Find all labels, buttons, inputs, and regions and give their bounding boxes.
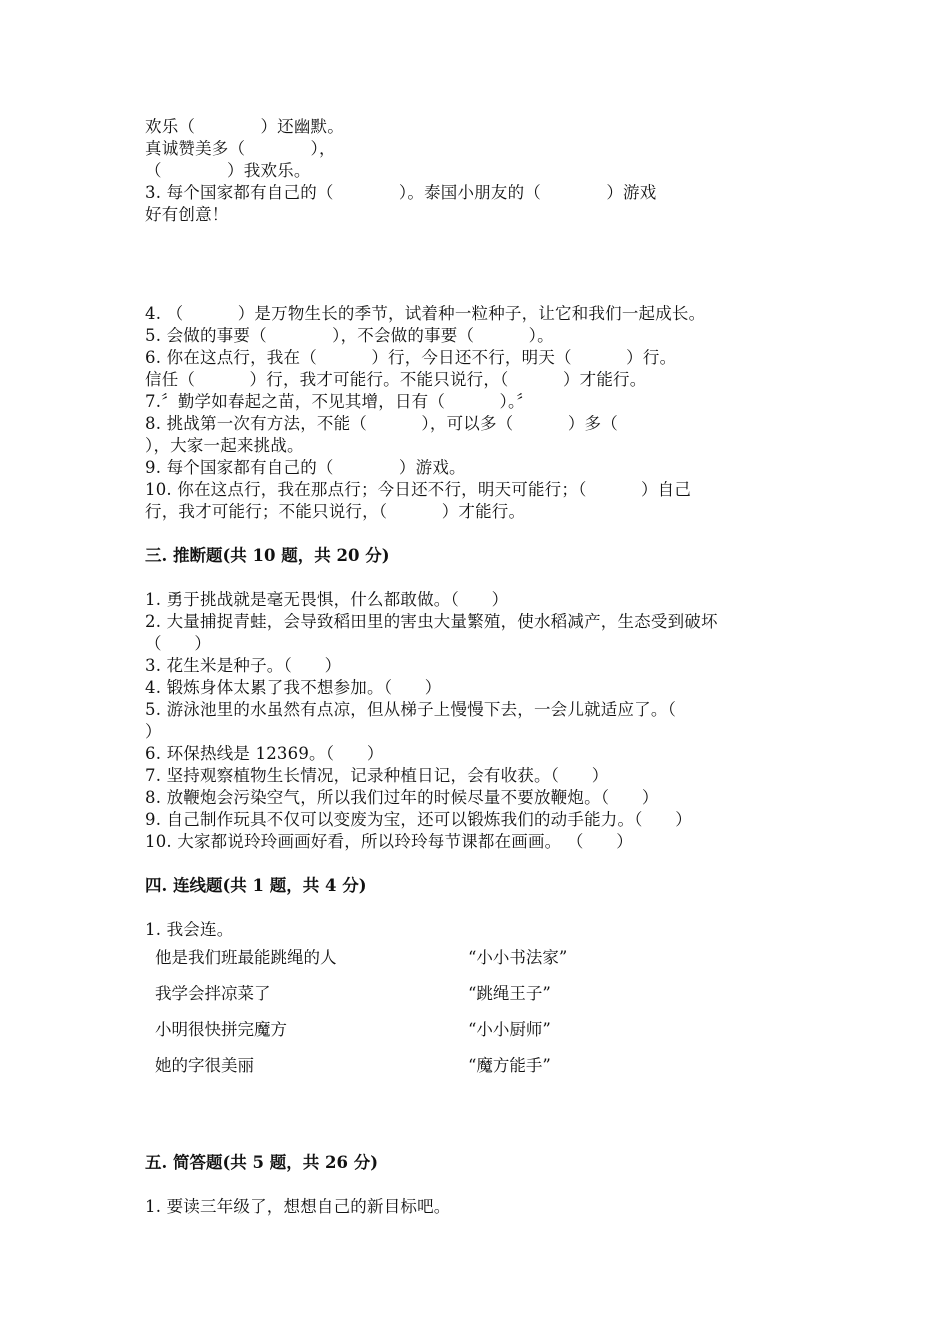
fill-question-7: 7.〞勤学如春起之苗，不见其增，日有（ ）。〞: [145, 392, 534, 411]
match-left-item-3: 小明很快拼完魔方: [155, 1020, 287, 1039]
match-right-item-2: “跳绳王子”: [468, 984, 551, 1003]
judge-item-6: 6. 环保热线是 12369。（ ）: [145, 744, 384, 763]
judge-item-4: 4. 锻炼身体太累了我不想参加。（ ）: [145, 678, 442, 697]
match-left-item-2: 我学会拌凉菜了: [155, 984, 271, 1003]
fill-line-3: （ ）我欢乐。: [145, 161, 311, 180]
fill-question-5: 5. 会做的事要（ ），不会做的事要（ ）。: [145, 326, 554, 345]
fill-question-10-cont: 行，我才可能行；不能只说行，（ ）才能行。: [145, 502, 526, 521]
match-left-item-1: 他是我们班最能跳绳的人: [155, 948, 337, 967]
judge-item-7: 7. 坚持观察植物生长情况，记录种植日记，会有收获。（ ）: [145, 766, 609, 785]
judge-item-5-cont: ）: [145, 722, 162, 741]
fill-line-5: 好有创意！: [145, 205, 229, 224]
match-question: 1. 我会连。: [145, 920, 234, 939]
section-5-title: 五. 简答题(共 5 题，共 26 分): [145, 1153, 379, 1172]
judge-item-5: 5. 游泳池里的水虽然有点凉，但从梯子上慢慢下去，一会儿就适应了。（: [145, 700, 677, 719]
section-3-title: 三. 推断题(共 10 题，共 20 分): [145, 546, 390, 565]
match-right-item-4: “魔方能手”: [468, 1056, 551, 1075]
fill-line-2: 真诚赞美多（ ），: [145, 139, 336, 158]
judge-item-3: 3. 花生米是种子。（ ）: [145, 656, 342, 675]
judge-item-2: 2. 大量捕捉青蛙，会导致稻田里的害虫大量繁殖，使水稻减产，生态受到破坏: [145, 612, 718, 631]
fill-question-6-cont: 信任（ ）行，我才可能行。不能只说行，（ ）才能行。: [145, 370, 647, 389]
judge-item-8: 8. 放鞭炮会污染空气，所以我们过年的时候尽量不要放鞭炮。（ ）: [145, 788, 659, 807]
judge-item-2-cont: （ ）: [145, 634, 212, 653]
match-right-item-3: “小小厨师”: [468, 1020, 551, 1039]
section-4-title: 四. 连线题(共 1 题，共 4 分): [145, 876, 367, 895]
short-answer-question-1: 1. 要读三年级了，想想自己的新目标吧。: [145, 1197, 451, 1216]
match-left-item-4: 她的字很美丽: [155, 1056, 254, 1075]
match-right-item-1: “小小书法家”: [468, 948, 568, 967]
fill-line-1: 欢乐（ ）还幽默。: [145, 117, 344, 136]
fill-line-4: 3. 每个国家都有自己的（ ）。泰国小朋友的（ ）游戏: [145, 183, 657, 202]
fill-question-8-cont: ），大家一起来挑战。: [145, 436, 304, 455]
fill-question-8: 8. 挑战第一次有方法，不能（ ），可以多（ ）多（: [145, 414, 618, 433]
fill-question-9: 9. 每个国家都有自己的（ ）游戏。: [145, 458, 466, 477]
judge-item-9: 9. 自己制作玩具不仅可以变废为宝，还可以锻炼我们的动手能力。（ ）: [145, 810, 693, 829]
judge-item-10: 10. 大家都说玲玲画画好看，所以玲玲每节课都在画画。 （ ）: [145, 832, 633, 851]
fill-question-10: 10. 你在这点行，我在那点行；今日还不行，明天可能行；（ ）自己: [145, 480, 692, 499]
fill-question-6: 6. 你在这点行，我在（ ）行，今日还不行，明天（ ）行。: [145, 348, 677, 367]
judge-item-1: 1. 勇于挑战就是毫无畏惧，什么都敢做。（ ）: [145, 590, 509, 609]
fill-question-4: 4. （ ）是万物生长的季节，试着种一粒种子，让它和我们一起成长。: [145, 304, 706, 323]
